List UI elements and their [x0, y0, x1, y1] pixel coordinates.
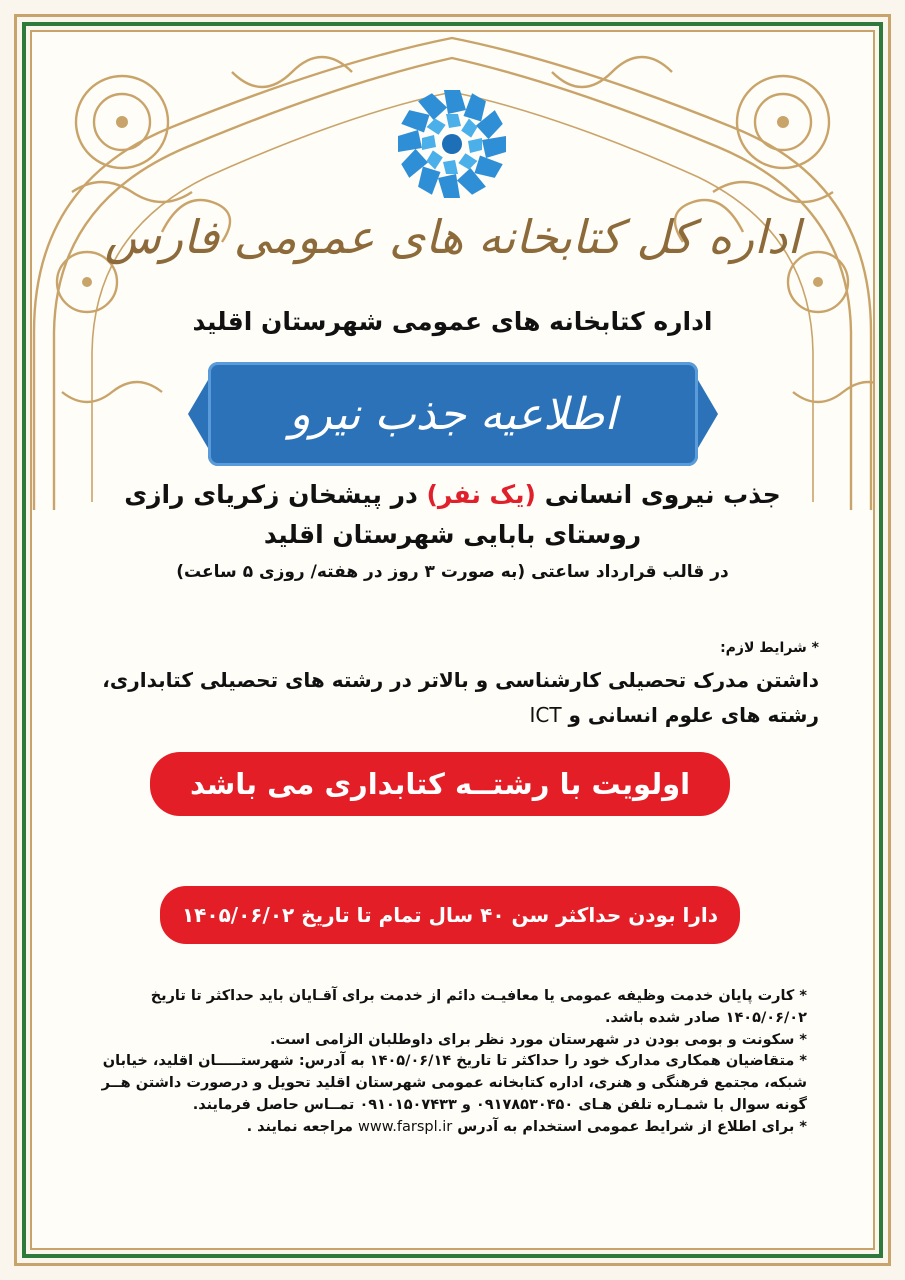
contract-line: در قالب قرارداد ساعتی (به صورت ۳ روز در هفته/ روزی ۵ ساعت)	[176, 562, 729, 582]
library-logo-icon	[396, 88, 508, 200]
headline-highlight: (یک نفر)	[426, 480, 536, 509]
note-2: * سکونت و بومی بودن در شهرستان مورد نظر برای داوطلبان الزامی است.	[270, 1031, 807, 1048]
headline-part-2: در پیشخان زکریای رازی	[124, 480, 427, 509]
requirements-ict: ICT	[529, 703, 562, 727]
note-3: * متقاضیان همکاری مدارک خود را حداکثر تا تاریخ ۱۴۰۵/۰۶/۱۴ به آدرس: شهرستـــــان اقلید، خیابان شبکه، مجتمع فرهنگی و هنری، اداره کتابخانه عمومی شهرستان اقلید تحویل و درصورت داشتن هــر گونه سوال با شمـاره تلفن هـای ۰۹۱۷۸۵۳۰۴۵۰ و ۰۹۱۰۱۵۰۷۴۳۳ تمــاس حاصل فرمایند.	[101, 1053, 807, 1113]
notes-block	[91, 986, 807, 1139]
requirements-line-2	[79, 703, 819, 727]
note-4	[91, 1117, 807, 1139]
announcement-banner	[208, 362, 698, 466]
headline-part-1: جذب نیروی انسانی	[535, 480, 781, 509]
headline-line-2: روستای بابایی شهرستان اقلید	[263, 520, 642, 549]
headline-line-1	[0, 480, 905, 509]
age-banner: دارا بودن حداکثر سن ۴۰ سال تمام تا تاریخ ۱۴۰۵/۰۶/۰۲	[160, 886, 740, 944]
note-4-part-1: * برای اطلاع از شرایط عمومی استخدام به آدرس	[452, 1118, 807, 1135]
note-1: * کارت پایان خدمت وظیفه عمومی یا معافیـت دائم از خدمت برای آقـایان باید حداکثر تا تاریخ ۱۴۰۵/۰۶/۰۲ صادر شده باشد.	[150, 988, 807, 1026]
website-link[interactable]: www.farspl.ir	[358, 1118, 453, 1135]
logo-wordmark: اداره کل کتابخانه های عمومی فارس	[104, 210, 801, 264]
requirements-line-2-text: رشته های علوم انسانی و	[568, 703, 819, 727]
requirements-heading: * شرایط لازم:	[720, 640, 819, 656]
announcement-banner-text: اطلاعیه جذب نیرو	[289, 388, 617, 440]
requirements-line-1: داشتن مدرک تحصیلی کارشناسی و بالاتر در رشته های تحصیلی کتابداری،	[102, 668, 819, 692]
priority-banner: اولویت با رشتــه کتابداری می باشد	[150, 752, 730, 816]
note-4-part-2: مراجعه نمایند .	[246, 1118, 359, 1135]
office-title: اداره کتابخانه های عمومی شهرستان اقلید	[192, 307, 713, 336]
